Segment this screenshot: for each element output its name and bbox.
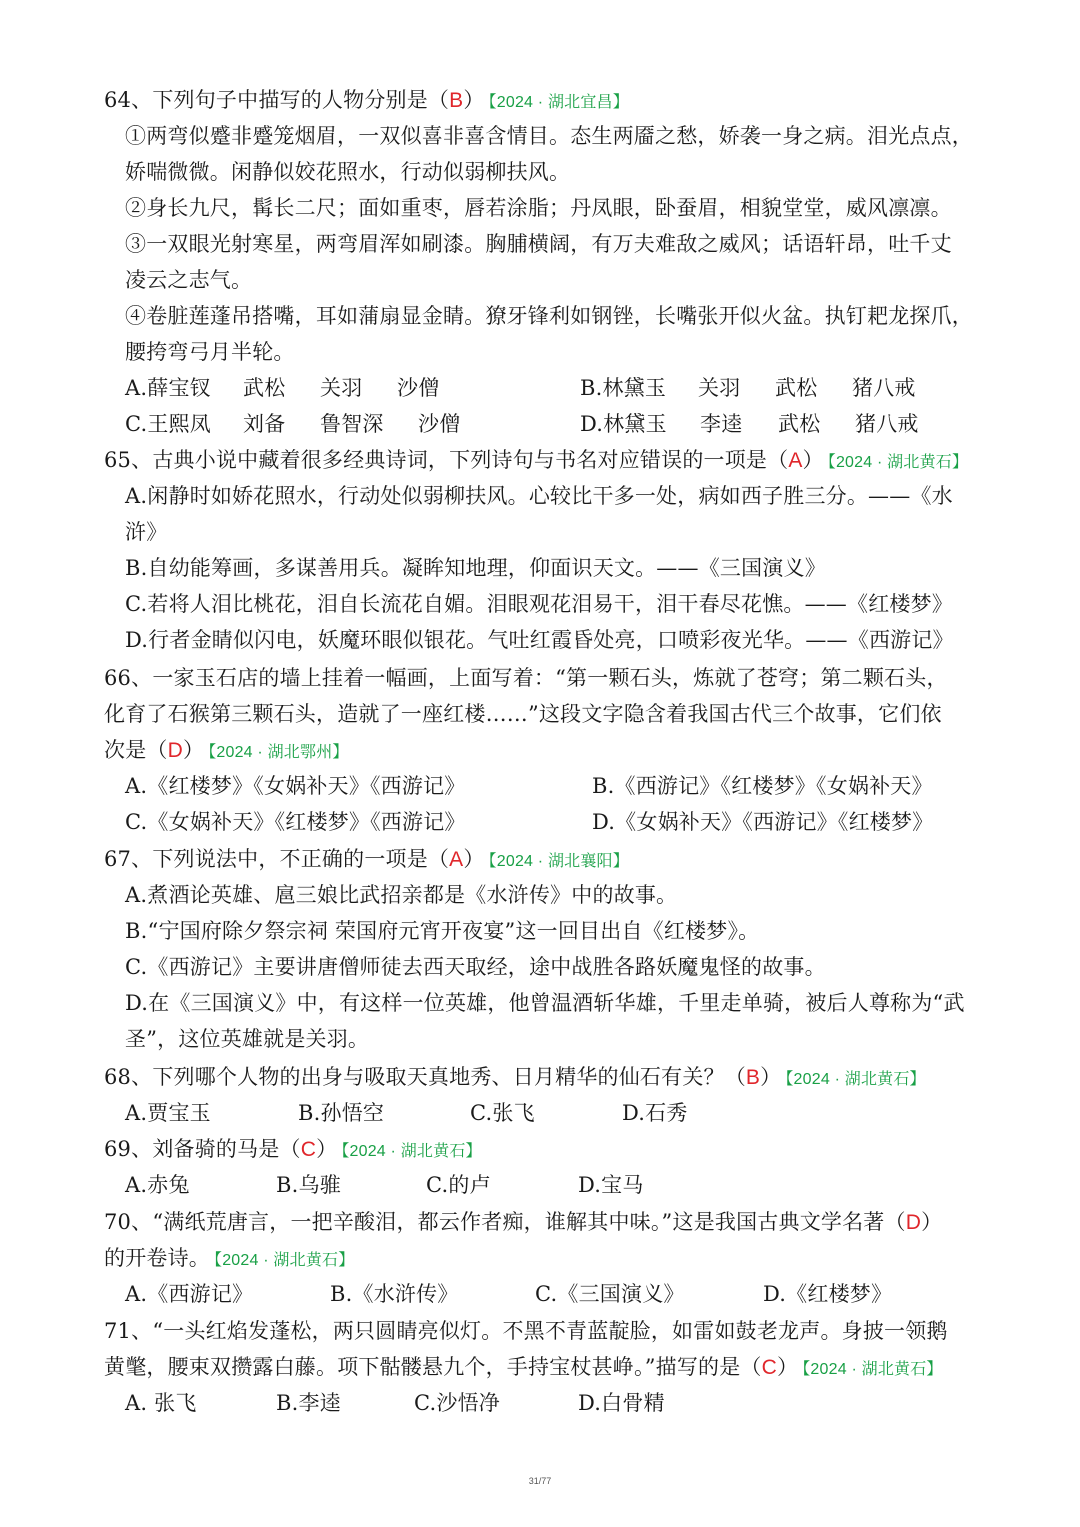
- option-67-a: A.煮酒论英雄、扈三娘比武招亲都是《水浒传》中的故事。: [125, 883, 678, 907]
- source-tag-64: 【2024 · 湖北宜昌】: [488, 94, 629, 111]
- option-68-b: B.孙悟空: [298, 1101, 385, 1125]
- question-69-stem: 69、刘备骑的马是（C） 【2024 · 湖北黄石】: [104, 1137, 482, 1161]
- option-69-b: B.乌骓: [276, 1173, 341, 1197]
- option-69-c: C.的卢: [426, 1173, 491, 1197]
- source-tag-65: 【2024 · 湖北黄石】: [827, 454, 969, 471]
- answer-65: A: [788, 449, 803, 472]
- question-66-line-1: 66、一家玉石店的墙上挂着一幅画，上面写着：“第一颗石头，炼就了苍穹；第二颗石头，: [104, 666, 948, 690]
- option-71-d: D.白骨精: [578, 1391, 665, 1415]
- option-71-c: C.沙悟净: [414, 1391, 500, 1415]
- option-67-c: C.《西游记》主要讲唐僧师徒去西天取经，途中战胜各路妖魔鬼怪的故事。: [125, 955, 826, 979]
- option-67-b: B.“宁国府除夕祭宗祠 荣国府元宵开夜宴”这一回目出自《红楼梦》。: [125, 919, 760, 943]
- passage-3-line-1: ③一双眼光射寒星，两弯眉浑如刷漆。胸脯横阔，有万夫难敌之威风；话语轩昂，吐千丈: [125, 232, 952, 256]
- option-64-a: A.薛宝钗: [125, 376, 211, 400]
- option-68-c: C.张飞: [470, 1101, 535, 1125]
- option-64-c: C.王熙凤: [125, 412, 211, 436]
- question-65-stem: 65、古典小说中藏着很多经典诗词，下列诗句与书名对应错误的一项是（A） 【2024 · 湖北黄石】: [104, 448, 969, 472]
- passage-2: ②身长九尺，髯长二尺；面如重枣，唇若涂脂；丹凤眼，卧蚕眉，相貌堂堂，威风凛凛。: [125, 196, 952, 220]
- option-65-b: B.自幼能筹画，多谋善用兵。凝眸知地理，仰面识天文。——《三国演义》: [125, 556, 826, 580]
- option-64-d: D.林黛玉: [580, 412, 667, 436]
- question-66-line-3: 次是（D） 【2024 · 湖北鄂州】: [104, 738, 349, 762]
- option-71-b: B.李逵: [276, 1391, 341, 1415]
- question-70-line-1: 70、“满纸荒唐言，一把辛酸泪，都云作者痴，谁解其中味。”这是我国古典文学名著（D）: [104, 1210, 943, 1234]
- answer-67: A: [449, 848, 464, 871]
- answer-69: C: [300, 1138, 317, 1161]
- answer-70: D: [905, 1211, 922, 1234]
- source-tag-66: 【2024 · 湖北鄂州】: [208, 744, 349, 761]
- option-64-b: B.林黛玉: [580, 376, 667, 400]
- option-66-b: B.《西游记》《红楼梦》《女娲补天》: [592, 774, 933, 798]
- option-66-d: D.《女娲补天》《西游记》《红楼梦》: [592, 810, 934, 834]
- source-tag-69: 【2024 · 湖北黄石】: [341, 1143, 482, 1160]
- passage-1-line-2: 娇喘微微。闲静似姣花照水，行动似弱柳扶风。: [125, 160, 571, 184]
- passage-4-line-2: 腰挎弯弓月半轮。: [125, 340, 295, 364]
- option-70-b: B.《水浒传》: [330, 1282, 459, 1306]
- question-66-line-2: 化育了石猴第三颗石头，造就了一座红楼……”这段文字隐含着我国古代三个故事，它们依: [104, 702, 942, 726]
- option-67-d-line-2: 圣”，这位英雄就是关羽。: [125, 1027, 370, 1051]
- question-70-line-2: 的开卷诗。 【2024 · 湖北黄石】: [104, 1246, 355, 1270]
- option-65-a-line-2: 浒》: [125, 520, 168, 544]
- source-tag-67: 【2024 · 湖北襄阳】: [488, 853, 629, 870]
- source-tag-70: 【2024 · 湖北黄石】: [214, 1252, 355, 1269]
- option-70-d: D.《红楼梦》: [763, 1282, 893, 1306]
- passage-3-line-2: 凌云之志气。: [125, 268, 253, 292]
- option-68-a: A.贾宝玉: [125, 1101, 211, 1125]
- question-71-line-1: 71、“一头红焰发蓬松，两只圆睛亮似灯。不黑不青蓝靛脸，如雷如鼓老龙声。身披一领鹅: [104, 1319, 948, 1343]
- option-65-a-line-1: A.闲静时如娇花照水，行动处似弱柳扶风。心较比干多一处，病如西子胜三分。——《水: [125, 484, 953, 508]
- passage-1-line-1: ①两弯似蹙非蹙笼烟眉，一双似喜非喜含情目。态生两靥之愁，娇袭一身之病。泪光点点，: [125, 124, 973, 148]
- option-66-c: C.《女娲补天》《红楼梦》《西游记》: [125, 810, 466, 834]
- option-65-c: C.若将人泪比桃花，泪自长流花自媚。泪眼观花泪易干，泪干春尽花憔。——《红楼梦》: [125, 592, 953, 616]
- source-tag-71: 【2024 · 湖北黄石】: [802, 1361, 943, 1378]
- option-67-d-line-1: D.在《三国演义》中，有这样一位英雄，他曾温酒斩华雄，千里走单骑，被后人尊称为“武: [125, 991, 965, 1015]
- question-68-stem: 68、下列哪个人物的出身与吸取天真地秀、日月精华的仙石有关？（B） 【2024 · 湖北黄石】: [104, 1065, 926, 1089]
- option-65-d: D.行者金睛似闪电，妖魔环眼似银花。气吐红霞昏处亮，口喷彩夜光华。——《西游记》: [125, 628, 954, 652]
- answer-66: D: [167, 739, 183, 762]
- answer-64: B: [449, 89, 464, 112]
- answer-71: C: [761, 1356, 778, 1379]
- option-71-a: A. 张飞: [125, 1391, 197, 1415]
- source-tag-68: 【2024 · 湖北黄石】: [785, 1071, 926, 1088]
- question-67-stem: 67、下列说法中，不正确的一项是（A） 【2024 · 湖北襄阳】: [104, 847, 629, 871]
- option-70-a: A.《西游记》: [125, 1282, 254, 1306]
- question-64-stem: 64、下列句子中描写的人物分别是（B） 【2024 · 湖北宜昌】: [104, 88, 629, 112]
- passage-4-line-1: ④卷脏莲蓬吊搭嘴，耳如蒲扇显金睛。獠牙锋利如钢锉，长嘴张开似火盆。执钉耙龙探爪，: [125, 304, 973, 328]
- option-69-a: A.赤兔: [125, 1173, 190, 1197]
- option-68-d: D.石秀: [622, 1101, 688, 1125]
- option-69-d: D.宝马: [578, 1173, 644, 1197]
- question-71-line-2: 黄氅，腰束双攒露白藤。项下骷髅悬九个，手持宝杖甚峥。”描写的是（C） 【2024 · 湖北黄石】: [104, 1355, 943, 1379]
- option-70-c: C.《三国演义》: [535, 1282, 685, 1306]
- page-number: 31/77: [528, 1476, 552, 1486]
- option-66-a: A.《红楼梦》《女娲补天》《西游记》: [125, 774, 466, 798]
- answer-68: B: [745, 1066, 761, 1089]
